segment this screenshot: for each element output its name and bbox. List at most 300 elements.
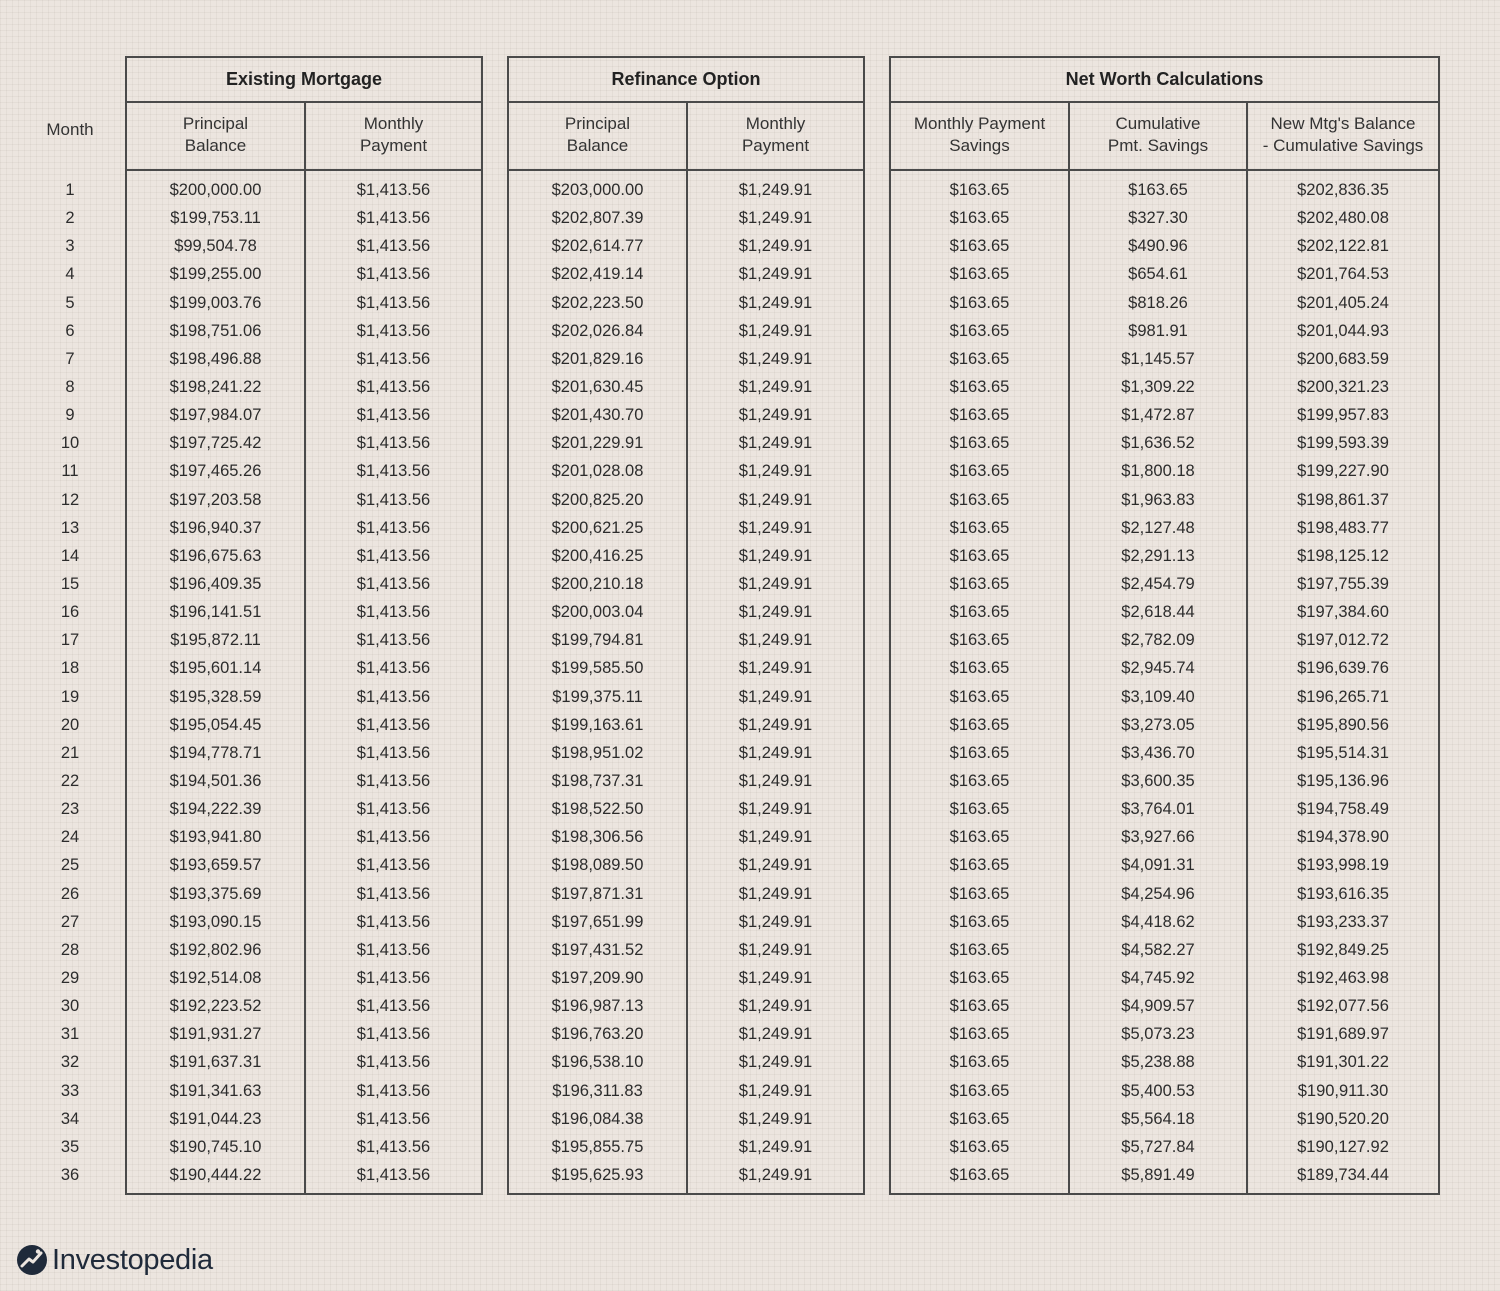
month-column — [20, 179, 120, 1192]
table-cell: $1,636.52 — [1121, 434, 1195, 453]
table-cell: $163.65 — [949, 1025, 1010, 1044]
table-cell: $190,911.30 — [1297, 1081, 1389, 1100]
table-cell: $1,249.91 — [738, 518, 813, 537]
month-cell: 5 — [65, 293, 75, 312]
header-line: Payment — [359, 136, 428, 155]
table-cell: $194,222.39 — [169, 800, 262, 819]
table-cell: $200,416.25 — [551, 546, 644, 565]
existing-mortgage-title: Existing Mortgage — [127, 58, 481, 103]
table-cell: $190,745.10 — [169, 1137, 262, 1156]
cumulative-pmt-savings-header — [1070, 101, 1246, 171]
table-cell: $196,084.38 — [551, 1109, 644, 1128]
cumulative-pmt-savings-column — [1070, 179, 1246, 1192]
table-cell: $195,890.56 — [1297, 715, 1389, 734]
table-cell: $189,734.44 — [1297, 1165, 1389, 1184]
table-cell: $163.65 — [949, 743, 1010, 762]
table-cell: $201,829.16 — [551, 349, 644, 368]
header-line: - Cumulative Savings — [1262, 136, 1424, 155]
brand-logo — [16, 1242, 213, 1278]
table-cell: $197,871.31 — [551, 884, 644, 903]
table-cell: $163.65 — [949, 181, 1010, 199]
table-cell: $190,127.92 — [1297, 1137, 1389, 1156]
table-cell: $163.65 — [949, 209, 1010, 228]
table-cell: $1,145.57 — [1121, 349, 1195, 368]
table-cell: $1,249.91 — [738, 434, 813, 453]
table-cell: $192,849.25 — [1297, 940, 1389, 959]
table-cell: $195,855.75 — [551, 1137, 644, 1156]
table-cell: $163.65 — [949, 518, 1010, 537]
table-cell: $163.65 — [949, 377, 1010, 396]
table-cell: $5,727.84 — [1121, 1137, 1195, 1156]
table-cell: $1,963.83 — [1121, 490, 1195, 509]
table-cell: $163.65 — [949, 603, 1010, 622]
table-cell: $4,909.57 — [1121, 997, 1195, 1016]
table-cell: $654.61 — [1128, 265, 1188, 284]
table-cell: $5,073.23 — [1121, 1025, 1195, 1044]
table-cell: $1,249.91 — [738, 293, 813, 312]
table-cell: $1,249.91 — [738, 209, 813, 228]
table-cell: $198,737.31 — [551, 771, 644, 790]
month-cell: 18 — [60, 659, 80, 678]
table-cell: $1,249.91 — [738, 687, 813, 706]
table-cell: $192,802.96 — [169, 940, 262, 959]
refinance-principal-balance-column — [509, 179, 686, 1192]
table-cell: $196,538.10 — [551, 1053, 644, 1072]
table-cell: $195,625.93 — [551, 1165, 644, 1184]
table-cell: $196,987.13 — [551, 997, 644, 1016]
existing-monthly-payment-column — [306, 179, 481, 1192]
table-cell: $196,311.83 — [552, 1081, 643, 1100]
table-cell: $1,413.56 — [356, 687, 431, 706]
table-cell: $194,378.90 — [1297, 828, 1389, 847]
table-cell: $196,639.76 — [1297, 659, 1389, 678]
table-cell: $1,413.56 — [356, 997, 431, 1016]
month-cell: 27 — [60, 912, 80, 931]
table-cell: $198,125.12 — [1297, 546, 1389, 565]
table-cell: $5,238.88 — [1121, 1053, 1195, 1072]
month-cell: 17 — [60, 631, 80, 650]
table-cell: $198,483.77 — [1297, 518, 1389, 537]
table-cell: $193,659.57 — [169, 856, 262, 875]
table-cell: $3,927.66 — [1121, 828, 1195, 847]
table-cell: $1,413.56 — [356, 1165, 431, 1184]
table-cell: $163.65 — [949, 884, 1010, 903]
table-cell: $1,413.56 — [356, 1137, 431, 1156]
table-cell: $163.65 — [949, 800, 1010, 819]
table-cell: $194,501.36 — [169, 771, 262, 790]
table-cell: $198,951.02 — [551, 743, 644, 762]
table-cell: $163.65 — [949, 715, 1010, 734]
existing-monthly-payment-header — [306, 101, 481, 171]
monthly-payment-savings-header — [891, 101, 1068, 171]
table-cell: $203,000.00 — [551, 181, 644, 199]
table-cell: $163.65 — [949, 1165, 1010, 1184]
table-cell: $191,637.31 — [169, 1053, 262, 1072]
table-cell: $195,136.96 — [1297, 771, 1389, 790]
table-cell: $195,872.11 — [170, 631, 261, 650]
refinance-principal-balance-header — [509, 101, 686, 171]
table-cell: $1,413.56 — [356, 856, 431, 875]
table-cell: $163.65 — [949, 659, 1010, 678]
table-cell: $981.91 — [1128, 321, 1188, 340]
month-column-header: Month — [46, 120, 94, 139]
table-cell: $2,782.09 — [1121, 631, 1195, 650]
table-cell: $1,249.91 — [738, 406, 813, 425]
table-cell: $327.30 — [1128, 209, 1188, 228]
month-cell: 15 — [60, 574, 80, 593]
header-line: Payment — [741, 136, 810, 155]
table-cell: $163.65 — [949, 940, 1010, 959]
table-cell: $191,301.22 — [1297, 1053, 1389, 1072]
table-cell: $1,249.91 — [738, 490, 813, 509]
table-cell: $1,413.56 — [356, 434, 431, 453]
table-cell: $194,758.49 — [1297, 800, 1389, 819]
table-cell: $163.65 — [949, 1137, 1010, 1156]
table-cell: $202,614.77 — [551, 237, 644, 256]
table-cell: $4,582.27 — [1121, 940, 1195, 959]
table-cell: $163.65 — [949, 349, 1010, 368]
table-cell: $190,520.20 — [1297, 1109, 1389, 1128]
table-cell: $191,931.27 — [169, 1025, 262, 1044]
table-cell: $5,400.53 — [1121, 1081, 1195, 1100]
table-cell: $200,621.25 — [551, 518, 644, 537]
table-cell: $201,430.70 — [551, 406, 644, 425]
table-cell: $3,600.35 — [1121, 771, 1195, 790]
table-cell: $1,249.91 — [738, 1081, 813, 1100]
table-cell: $201,764.53 — [1297, 265, 1389, 284]
table-cell: $193,616.35 — [1297, 884, 1389, 903]
table-cell: $163.65 — [949, 771, 1010, 790]
table-cell: $1,249.91 — [738, 1137, 813, 1156]
table-cell: $200,825.20 — [551, 490, 644, 509]
table-cell: $198,522.50 — [551, 800, 644, 819]
table-cell: $200,000.00 — [169, 181, 262, 199]
table-cell: $1,413.56 — [356, 546, 431, 565]
table-cell: $196,141.51 — [169, 603, 262, 622]
table-cell: $163.65 — [1128, 181, 1188, 199]
table-cell: $1,413.56 — [356, 912, 431, 931]
header-line: Monthly — [745, 114, 806, 133]
table-cell: $4,091.31 — [1121, 856, 1195, 875]
table-cell: $202,480.08 — [1297, 209, 1389, 228]
table-cell: $5,891.49 — [1121, 1165, 1195, 1184]
table-cell: $199,753.11 — [170, 209, 261, 228]
table-cell: $1,249.91 — [738, 321, 813, 340]
table-cell: $1,249.91 — [738, 1109, 813, 1128]
table-cell: $199,255.00 — [169, 265, 262, 284]
table-cell: $163.65 — [949, 856, 1010, 875]
table-cell: $198,089.50 — [551, 856, 644, 875]
table-cell: $1,249.91 — [738, 884, 813, 903]
table-cell: $192,223.52 — [169, 997, 262, 1016]
table-cell: $197,465.26 — [169, 462, 262, 481]
table-cell: $163.65 — [949, 997, 1010, 1016]
table-cell: $163.65 — [949, 828, 1010, 847]
month-cell: 30 — [60, 997, 80, 1016]
table-cell: $163.65 — [949, 434, 1010, 453]
table-cell: $1,413.56 — [356, 265, 431, 284]
table-cell: $1,413.56 — [356, 462, 431, 481]
header-line: Principal — [182, 114, 249, 133]
table-cell: $163.65 — [949, 1109, 1010, 1128]
table-cell: $198,861.37 — [1297, 490, 1389, 509]
table-cell: $1,249.91 — [738, 940, 813, 959]
table-cell: $198,496.88 — [169, 349, 262, 368]
table-cell: $197,984.07 — [169, 406, 262, 425]
table-cell: $2,127.48 — [1121, 518, 1195, 537]
table-cell: $2,945.74 — [1121, 659, 1195, 678]
table-cell: $1,413.56 — [356, 321, 431, 340]
table-cell: $1,413.56 — [356, 1053, 431, 1072]
table-cell: $201,028.08 — [551, 462, 644, 481]
table-cell: $1,413.56 — [356, 743, 431, 762]
table-cell: $1,249.91 — [738, 265, 813, 284]
table-cell: $196,940.37 — [169, 518, 262, 537]
month-cell: 25 — [60, 856, 80, 875]
table-cell: $191,689.97 — [1297, 1025, 1389, 1044]
month-cell: 2 — [65, 209, 75, 228]
refinance-monthly-payment-header — [688, 101, 863, 171]
table-cell: $4,418.62 — [1121, 912, 1195, 931]
table-cell: $1,249.91 — [738, 1025, 813, 1044]
brand-name: Investopedia — [52, 1243, 213, 1276]
month-cell: 20 — [60, 715, 80, 734]
table-cell: $1,413.56 — [356, 237, 431, 256]
table-cell: $1,249.91 — [738, 997, 813, 1016]
table-cell: $197,012.72 — [1297, 631, 1389, 650]
table-cell: $192,463.98 — [1297, 968, 1389, 987]
table-cell: $197,725.42 — [169, 434, 262, 453]
header-line: New Mtg's Balance — [1270, 114, 1416, 133]
table-cell: $818.26 — [1128, 293, 1188, 312]
table-cell: $1,413.56 — [356, 771, 431, 790]
table-cell: $163.65 — [949, 968, 1010, 987]
table-cell: $1,413.56 — [356, 181, 431, 199]
new-mtg-balance-column — [1248, 179, 1438, 1192]
table-cell: $1,413.56 — [356, 828, 431, 847]
table-cell: $196,409.35 — [169, 574, 262, 593]
table-cell: $200,683.59 — [1297, 349, 1389, 368]
month-cell: 19 — [60, 687, 80, 706]
table-cell: $1,413.56 — [356, 659, 431, 678]
table-cell: $163.65 — [949, 687, 1010, 706]
month-cell: 28 — [60, 940, 80, 959]
net-worth-calculations-title: Net Worth Calculations — [891, 58, 1438, 103]
table-cell: $196,763.20 — [551, 1025, 644, 1044]
table-cell: $1,800.18 — [1121, 462, 1195, 481]
table-cell: $2,454.79 — [1121, 574, 1195, 593]
header-line: Monthly Payment — [913, 114, 1046, 133]
table-cell: $202,122.81 — [1297, 237, 1389, 256]
table-cell: $199,957.83 — [1297, 406, 1389, 425]
table-cell: $195,601.14 — [169, 659, 262, 678]
table-cell: $1,249.91 — [738, 181, 813, 199]
table-cell: $197,651.99 — [551, 912, 644, 931]
table-cell: $3,109.40 — [1121, 687, 1195, 706]
table-cell: $192,514.08 — [169, 968, 262, 987]
investopedia-logo-icon — [16, 1244, 48, 1276]
table-cell: $1,249.91 — [738, 631, 813, 650]
table-cell: $197,209.90 — [551, 968, 644, 987]
table-cell: $198,241.22 — [169, 377, 262, 396]
month-cell: 13 — [60, 518, 80, 537]
table-cell: $1,413.56 — [356, 603, 431, 622]
table-cell: $199,163.61 — [551, 715, 644, 734]
table-cell: $199,227.90 — [1297, 462, 1389, 481]
table-cell: $202,836.35 — [1297, 181, 1389, 199]
table-cell: $202,419.14 — [551, 265, 644, 284]
header-line: Balance — [184, 136, 247, 155]
table-cell: $3,764.01 — [1121, 800, 1195, 819]
table-cell: $202,223.50 — [551, 293, 644, 312]
table-cell: $1,413.56 — [356, 1025, 431, 1044]
table-cell: $1,413.56 — [356, 940, 431, 959]
existing-principal-balance-column — [127, 179, 304, 1192]
table-cell: $1,249.91 — [738, 856, 813, 875]
table-cell: $1,249.91 — [738, 743, 813, 762]
header-line: Principal — [564, 114, 631, 133]
table-cell: $1,249.91 — [738, 1053, 813, 1072]
table-cell: $1,413.56 — [356, 631, 431, 650]
table-cell: $1,413.56 — [356, 377, 431, 396]
table-cell: $163.65 — [949, 406, 1010, 425]
month-cell: 1 — [65, 181, 75, 199]
month-cell: 26 — [60, 884, 80, 903]
month-cell: 12 — [60, 490, 80, 509]
table-cell: $163.65 — [949, 631, 1010, 650]
table-cell: $193,941.80 — [169, 828, 262, 847]
table-cell: $1,413.56 — [356, 490, 431, 509]
table-cell: $195,328.59 — [169, 687, 262, 706]
table-cell: $193,233.37 — [1297, 912, 1389, 931]
month-cell: 35 — [60, 1137, 80, 1156]
table-cell: $1,413.56 — [356, 293, 431, 312]
table-cell: $163.65 — [949, 265, 1010, 284]
header-line: Cumulative — [1115, 114, 1201, 133]
table-cell: $3,436.70 — [1121, 743, 1195, 762]
table-cell: $193,090.15 — [169, 912, 262, 931]
month-cell: 7 — [65, 349, 75, 368]
table-cell: $1,413.56 — [356, 1109, 431, 1128]
header-line: Pmt. Savings — [1107, 136, 1209, 155]
refinance-monthly-payment-column — [688, 179, 863, 1192]
table-cell: $163.65 — [949, 462, 1010, 481]
table-cell: $200,003.04 — [551, 603, 644, 622]
month-cell: 10 — [60, 434, 80, 453]
month-cell: 16 — [60, 603, 80, 622]
table-cell: $1,249.91 — [738, 771, 813, 790]
table-cell: $1,249.91 — [738, 546, 813, 565]
table-cell: $1,413.56 — [356, 1081, 431, 1100]
table-cell: $1,249.91 — [738, 462, 813, 481]
table-cell: $201,044.93 — [1297, 321, 1389, 340]
refinance-option-title: Refinance Option — [509, 58, 863, 103]
table-cell: $1,472.87 — [1121, 406, 1195, 425]
table-cell: $197,431.52 — [551, 940, 644, 959]
table-cell: $196,675.63 — [169, 546, 262, 565]
table-cell: $1,249.91 — [738, 968, 813, 987]
table-cell: $1,249.91 — [738, 574, 813, 593]
table-cell: $199,375.11 — [552, 687, 643, 706]
table-cell: $1,413.56 — [356, 406, 431, 425]
month-cell: 9 — [65, 406, 75, 425]
table-cell: $163.65 — [949, 237, 1010, 256]
table-cell: $163.65 — [949, 293, 1010, 312]
table-cell: $199,593.39 — [1297, 434, 1389, 453]
month-cell: 4 — [65, 265, 75, 284]
header-line: Monthly — [363, 114, 424, 133]
table-cell: $1,249.91 — [738, 912, 813, 931]
new-mtg-balance-header — [1248, 101, 1438, 171]
table-cell: $4,745.92 — [1121, 968, 1195, 987]
table-cell: $194,778.71 — [169, 743, 262, 762]
month-cell: 21 — [60, 743, 80, 762]
table-cell: $199,794.81 — [551, 631, 644, 650]
table-cell: $1,413.56 — [356, 349, 431, 368]
table-cell: $190,444.22 — [169, 1165, 262, 1184]
monthly-payment-savings-column — [891, 179, 1068, 1192]
month-cell: 22 — [60, 771, 80, 790]
table-cell: $199,585.50 — [551, 659, 644, 678]
table-cell: $3,273.05 — [1121, 715, 1195, 734]
table-cell: $191,341.63 — [169, 1081, 262, 1100]
table-cell: $163.65 — [949, 912, 1010, 931]
table-cell: $163.65 — [949, 1053, 1010, 1072]
table-cell: $1,413.56 — [356, 574, 431, 593]
table-cell: $2,618.44 — [1121, 603, 1195, 622]
month-cell: 34 — [60, 1109, 80, 1128]
table-cell: $1,413.56 — [356, 884, 431, 903]
table-cell: $197,203.58 — [169, 490, 262, 509]
month-cell: 32 — [60, 1053, 80, 1072]
table-cell: $1,309.22 — [1121, 377, 1195, 396]
table-cell: $1,249.91 — [738, 349, 813, 368]
month-cell: 8 — [65, 377, 75, 396]
table-cell: $200,210.18 — [551, 574, 644, 593]
table-cell: $202,026.84 — [551, 321, 644, 340]
header-line: Balance — [566, 136, 629, 155]
month-cell: 33 — [60, 1081, 80, 1100]
table-cell: $4,254.96 — [1121, 884, 1195, 903]
table-cell: $1,413.56 — [356, 715, 431, 734]
month-cell: 14 — [60, 546, 80, 565]
month-cell: 31 — [60, 1025, 80, 1044]
table-cell: $163.65 — [949, 546, 1010, 565]
table-cell: $192,077.56 — [1297, 997, 1389, 1016]
table-cell: $197,384.60 — [1297, 603, 1389, 622]
month-cell: 3 — [65, 237, 75, 256]
month-cell: 24 — [60, 828, 80, 847]
table-cell: $1,249.91 — [738, 603, 813, 622]
month-cell: 6 — [65, 321, 75, 340]
table-cell: $163.65 — [949, 574, 1010, 593]
table-cell: $1,413.56 — [356, 968, 431, 987]
table-cell: $99,504.78 — [174, 237, 257, 256]
table-cell: $2,291.13 — [1121, 546, 1195, 565]
table-cell: $198,306.56 — [551, 828, 644, 847]
table-cell: $1,249.91 — [738, 659, 813, 678]
month-cell: 36 — [60, 1165, 80, 1184]
table-cell: $201,630.45 — [551, 377, 644, 396]
table-cell: $1,413.56 — [356, 518, 431, 537]
table-cell: $1,249.91 — [738, 800, 813, 819]
table-cell: $196,265.71 — [1297, 687, 1389, 706]
month-cell: 29 — [60, 968, 80, 987]
table-cell: $1,249.91 — [738, 1165, 813, 1184]
table-cell: $199,003.76 — [169, 293, 262, 312]
table-cell: $198,751.06 — [169, 321, 262, 340]
table-cell: $163.65 — [949, 490, 1010, 509]
